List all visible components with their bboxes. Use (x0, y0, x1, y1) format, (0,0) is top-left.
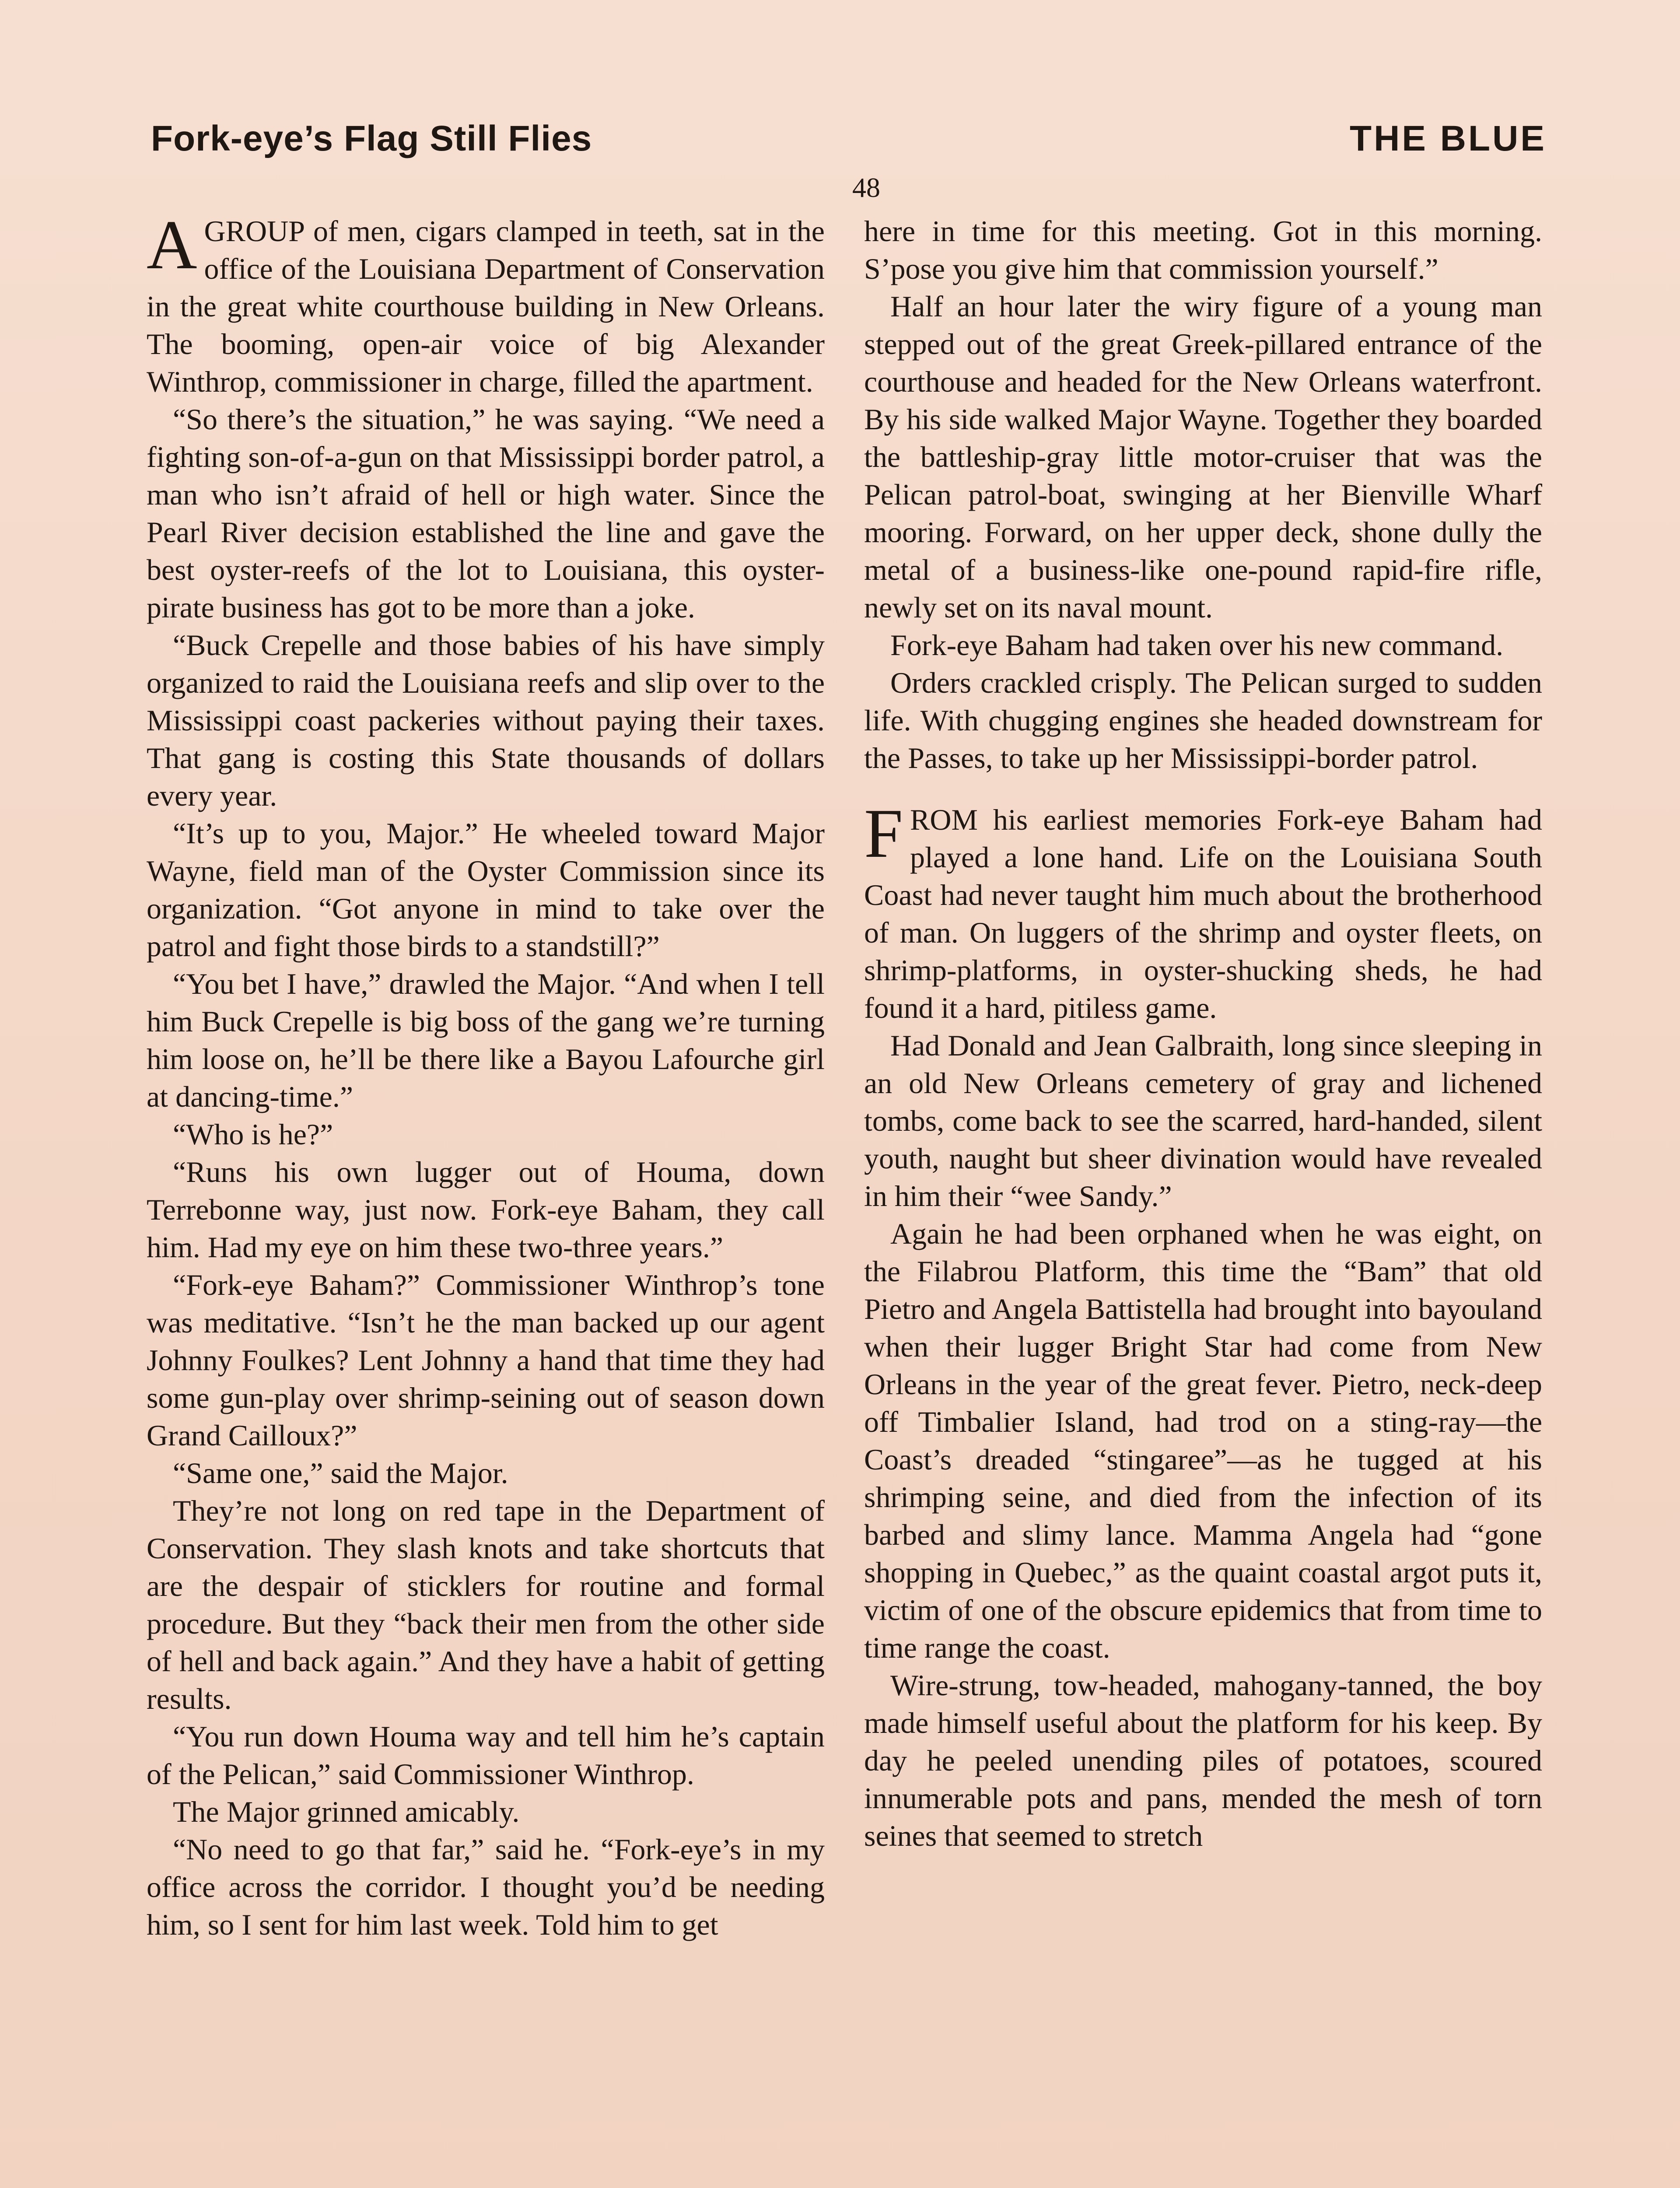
paragraph: Again he had been orphaned when he was eight, on the Filabrou Platform, this time the “Bam” that old Pietro and Angela Battistella had brought into bayouland when their lugger Bright Star had come from New Orleans in the year of the great fever. Pietro, neck-deep off Timbalier Island, had trod on a sting-ray—the Coast’s dreaded “stingaree”—as he tugged at his shrimping seine, and died from the infection of its barbed and slimy lance. Mamma Angela had “gone shopping in Quebec,” as the quaint coastal argot puts it, victim of one of the obscure epidemics that from time to time range the coast. (864, 1217, 1542, 1664)
right-column (864, 212, 1542, 1855)
page-number: 48 (852, 172, 880, 203)
paragraph: “Same one,” said the Major. (173, 1456, 508, 1490)
paragraph: AGROUP of men, cigars clamped in teeth, sat in the office of the Louisiana Department of Conservation in the great white courthouse building in New Orleans. The booming, open-air voice of big Alexander Winthrop, commissioner in charge, filled the apartment. (147, 206, 825, 398)
paragraph: Had Donald and Jean Galbraith, long since sleeping in an old New Orleans cemetery of gray and lichened tombs, come back to see the scarred, hard-handed, silent youth, naught but sheer divination would have revealed in him their “wee Sandy.” (864, 1029, 1542, 1213)
paragraph: “It’s up to you, Major.” He wheeled toward Major Wayne, field man of the Oyster Commission since its organization. “Got anyone in mind to take over the patrol and fight those birds to a standstill?” (147, 817, 825, 963)
paragraph: Orders crackled crisply. The Pelican surged to sudden life. With chugging engines she headed downstream for the Passes, to take up her Mississippi-border patrol. (864, 666, 1542, 775)
paragraph: Wire-strung, tow-headed, mahogany-tanned, the boy made himself useful about the platform for his keep. By day he peeled unending piles of potatoes, scoured innumerable pots and pans, mended the mesh of torn seines that seemed to stretch (864, 1669, 1542, 1852)
paragraph: “Runs his own lugger out of Houma, down Terrebonne way, just now. Fork-eye Baham, they call him. Had my eye on him these two-three years.” (147, 1155, 825, 1264)
drop-cap: A (147, 206, 197, 284)
paragraph: “Who is he?” (173, 1118, 333, 1151)
paragraph: “You run down Houma way and tell him he’s captain of the Pelican,” said Commissioner Winthrop. (147, 1720, 825, 1791)
left-column (147, 206, 825, 1943)
paragraph: FROM his earliest memories Fork-eye Baham had played a lone hand. Life on the Louisiana South Coast had never taught him much about the brotherhood of man. On luggers of the shrimp and oyster fleets, on shrimp-platforms, in oyster-shucking sheds, he had found it a hard, pitiless game. (864, 794, 1542, 1024)
paragraph: “You bet I have,” drawled the Major. “And when I tell him Buck Crepelle is big boss of the gang we’re turning him loose on, he’ll be there like a Bayou Lafourche girl at dancing-time.” (147, 967, 825, 1113)
paragraph: The Major grinned amicably. (173, 1795, 520, 1828)
paragraph: “Buck Crepelle and those babies of his have simply organized to raid the Louisiana reefs and slip over to the Mississippi coast packeries without paying their taxes. That gang is costing this State thousands of dollars every year. (147, 628, 825, 812)
drop-cap: F (864, 794, 903, 872)
magazine-name: THE BLUE (1350, 119, 1547, 158)
paragraph: “No need to go that far,” said he. “Fork-eye’s in my office across the corridor. I thought you’d be needing him, so I sent for him last week. Told him to get (147, 1833, 825, 1941)
paragraph: Half an hour later the wiry figure of a young man stepped out of the great Greek-pillared entrance of the courthouse and headed for the New Orleans waterfront. By his side walked Major Wayne. Together they boarded the battleship-gray little motor-cruiser that was the Pelican patrol-boat, swinging at her Bienville Wharf mooring. Forward, on her upper deck, shone dully the metal of a business-like one-pound rapid-fire rifle, newly set on its naval mount. (864, 290, 1542, 624)
story-title: Fork-eye’s Flag Still Flies (151, 119, 592, 158)
paragraph: “So there’s the situation,” he was saying. “We need a fighting son-of-a-gun on that Mississippi border patrol, a man who isn’t afraid of hell or high water. Since the Pearl River decision established the line and gave the best oyster-reefs of the lot to Louisiana, this oyster-pirate business has got to be more than a joke. (147, 403, 825, 624)
paragraph: Fork-eye Baham had taken over his new command. (890, 628, 1504, 662)
paragraph: They’re not long on red tape in the Department of Conservation. They slash knots and take shortcuts that are the despair of sticklers for routine and formal procedure. But they “back their men from the other side of hell and back again.” And they have a habit of getting results. (147, 1494, 825, 1715)
paragraph: here in time for this meeting. Got in this morning. S’pose you give him that commission yourself.” (864, 214, 1542, 285)
running-header (151, 118, 1547, 159)
paragraph: “Fork-eye Baham?” Commissioner Winthrop’s tone was meditative. “Isn’t he the man backed up our agent Johnny Foulkes? Lent Johnny a hand that time they had some gun-play over shrimp-seining out of season down Grand Cailloux?” (147, 1268, 825, 1452)
